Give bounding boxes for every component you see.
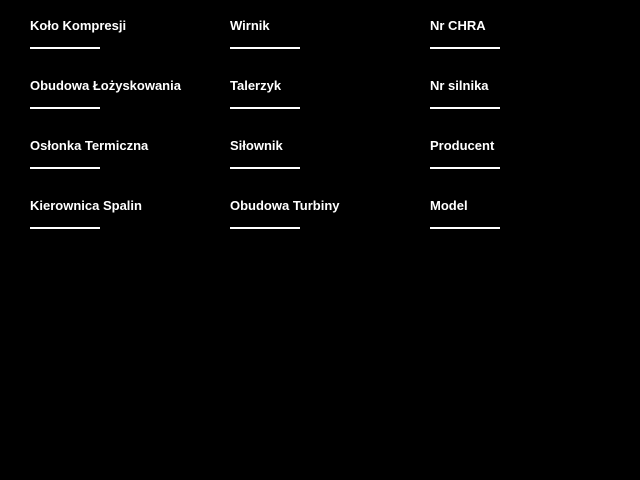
obudowa-turbiny-input[interactable] [230,212,300,229]
field-label: Osłonka Termiczna [30,138,149,153]
talerzyk-input[interactable] [230,92,300,109]
field-nr-silnika [430,79,610,139]
field-label: Siłownik [230,138,283,153]
field-silownik [230,139,410,199]
field-obudowa-lozyskowania [30,79,210,139]
field-label: Model [430,198,468,213]
field-label: Koło Kompresji [30,18,127,33]
silownik-input[interactable] [230,152,300,169]
field-label: Kierownica Spalin [30,198,142,213]
field-model [430,199,610,259]
field-label: Wirnik [230,18,270,33]
field-producent [430,139,610,199]
obudowa-lozyskowania-input[interactable] [30,92,100,109]
nr-silnika-input[interactable] [430,92,500,109]
oslonka-termiczna-input[interactable] [30,152,100,169]
field-label: Obudowa Łożyskowania [30,78,181,93]
kolo-kompresji-input[interactable] [30,32,100,49]
form-column-middle [230,19,410,259]
field-nr-chra [430,19,610,79]
field-label: Obudowa Turbiny [230,198,340,213]
form-column-left [30,19,210,259]
kierownica-spalin-input[interactable] [30,212,100,229]
wirnik-input[interactable] [230,32,300,49]
field-kierownica-spalin [30,199,210,259]
producent-input[interactable] [430,152,500,169]
field-label: Producent [430,138,495,153]
field-label: Nr CHRA [430,18,486,33]
field-oslonka-termiczna [30,139,210,199]
field-wirnik [230,19,410,79]
nr-chra-input[interactable] [430,32,500,49]
field-label: Nr silnika [430,78,489,93]
form-column-right [430,19,610,259]
field-obudowa-turbiny [230,199,410,259]
field-kolo-kompresji [30,19,210,79]
field-label: Talerzyk [230,78,282,93]
model-input[interactable] [430,212,500,229]
field-talerzyk [230,79,410,139]
